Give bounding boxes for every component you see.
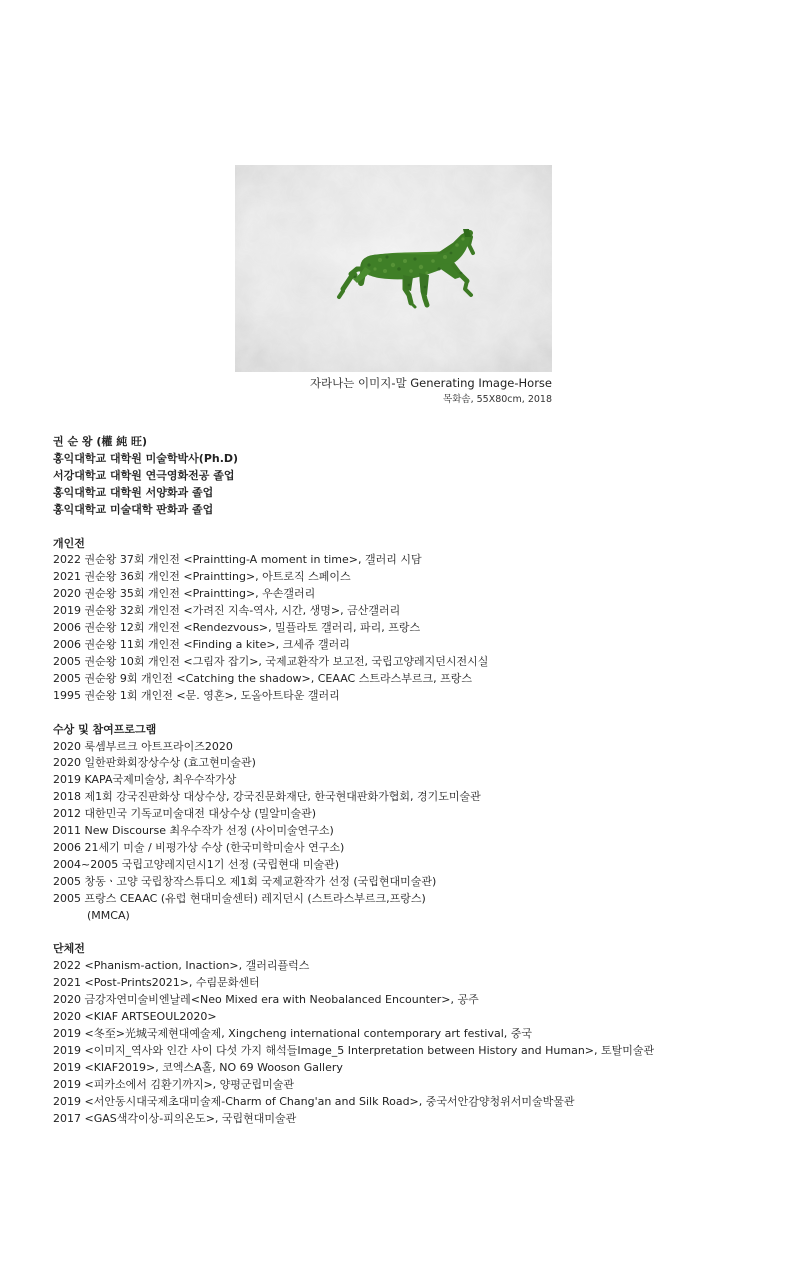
- solo-exhibitions-list: [53, 552, 753, 704]
- education-item: 홍익대학교 대학원 서양화과 졸업: [53, 485, 214, 499]
- award-item: 2018 제1회 강국진판화상 대상수상, 강국진문화재단, 한국현대판화가협회, 경기도미술관: [53, 790, 481, 804]
- award-item: 2006 21세기 미술 / 비평가상 수상 (한국미학미술사 연구소): [53, 840, 345, 854]
- award-item-continuation: (MMCA): [87, 908, 130, 922]
- award-item: 2011 New Discourse 최우수작가 선정 (사이미술연구소): [53, 824, 334, 838]
- award-item: 2004~2005 국립고양레지던시1기 선정 (국립현대 미술관): [53, 857, 340, 871]
- group-exhibition-item: 2019 <서안동시대국제초대미술제-Charm of Chang'an and Silk Road>, 중국서안감양청위서미술박물관: [53, 1094, 575, 1108]
- solo-exhibition-item: 2019 권순왕 32회 개인전 <가려진 지속-역사, 시간, 생명>, 금산갤러리: [53, 604, 401, 618]
- artist-name: 권 순 왕 (權 純 旺): [53, 435, 148, 448]
- award-item: 2020 일한판화회장상수상 (효고현미술관): [53, 756, 256, 770]
- solo-exhibitions-heading: 개인전: [53, 536, 85, 550]
- group-exhibitions-list: [53, 958, 753, 1127]
- group-exhibition-item: 2017 <GAS색각이상-피의온도>, 국립현대미술관: [53, 1111, 297, 1125]
- group-exhibition-item: 2019 <冬至>光城국제현대예술제, Xingcheng international contemporary art festival, 중국: [53, 1027, 533, 1040]
- award-item: 2012 대한민국 기독교미술대전 대상수상 (밀알미술관): [53, 807, 317, 821]
- education-item: 홍익대학교 대학원 미술학박사(Ph.D): [53, 451, 239, 465]
- solo-exhibition-item: 2006 권순왕 12회 개인전 <Rendezvous>, 밀플라토 갤러리, 파리, 프랑스: [53, 621, 421, 635]
- award-item: 2005 프랑스 CEAAC (유럽 현대미술센터) 레지던시 (스트라스부르크,프랑스): [53, 891, 426, 905]
- group-exhibition-item: 2021 <Post-Prints2021>, 수림문화센터: [53, 976, 260, 990]
- award-item: 2019 KAPA국제미술상, 최우수작가상: [53, 773, 237, 787]
- awards-heading: 수상 및 참여프로그램: [53, 722, 157, 736]
- group-exhibition-item: 2019 <KIAF2019>, 코엑스A홀, NO 69 Wooson Gallery: [53, 1060, 343, 1074]
- award-item: 2020 룩셈부르크 아트프라이즈2020: [53, 739, 233, 753]
- education-item: 서강대학교 대학원 연극영화전공 졸업: [53, 468, 235, 482]
- solo-exhibition-item: 2005 권순왕 9회 개인전 <Catching the shadow>, CEAAC 스트라스부르크, 프랑스: [53, 671, 472, 685]
- group-exhibition-item: 2020 금강자연미술비엔날레<Neo Mixed era with Neobalanced Encounter>, 공주: [53, 993, 479, 1007]
- group-exhibition-item: 2019 <피카소에서 김환기까지>, 양평군립미술관: [53, 1077, 295, 1091]
- artwork-image: [235, 165, 552, 372]
- solo-exhibition-item: 2022 권순왕 37회 개인전 <Praintting-A moment in time>, 갤러리 시담: [53, 553, 422, 567]
- group-exhibition-item: 2020 <KIAF ARTSEOUL2020>: [53, 1010, 217, 1024]
- artist-bio: [53, 434, 753, 1127]
- solo-exhibition-item: 2005 권순왕 10회 개인전 <그림자 잡기>, 국제교환작가 보고전, 국립고양레지던시전시실: [53, 654, 489, 668]
- solo-exhibition-item: 2006 권순왕 11회 개인전 <Finding a kite>, 크세쥬 갤러리: [53, 637, 350, 651]
- group-exhibition-item: 2019 <이미지_역사와 인간 사이 다섯 가지 해석들Image_5 Interpretation between History and Human>, 토탈미술관: [53, 1043, 655, 1057]
- award-item: 2005 창동ㆍ고양 국립창작스튜디오 제1회 국제교환작가 선정 (국립현대미술관): [53, 874, 437, 888]
- artwork-caption: [235, 376, 552, 406]
- artwork-title: 자라나는 이미지-말 Generating Image-Horse: [309, 376, 552, 390]
- group-exhibitions-heading: 단체전: [53, 942, 85, 956]
- artwork-meta: 목화솜, 55X80cm, 2018: [443, 394, 552, 405]
- awards-list: [53, 739, 753, 925]
- group-exhibition-item: 2022 <Phanism-action, Inaction>, 갤러리플럭스: [53, 959, 310, 973]
- solo-exhibition-item: 2021 권순왕 36회 개인전 <Praintting>, 아트로직 스페이스: [53, 570, 351, 584]
- education-list: [53, 451, 753, 519]
- solo-exhibition-item: 2020 권순왕 35회 개인전 <Praintting>, 우손갤러리: [53, 587, 316, 601]
- solo-exhibition-item: 1995 권순왕 1회 개인전 <문. 영혼>, 도올아트타운 갤러리: [53, 688, 340, 702]
- education-item: 홍익대학교 미술대학 판화과 졸업: [53, 502, 214, 516]
